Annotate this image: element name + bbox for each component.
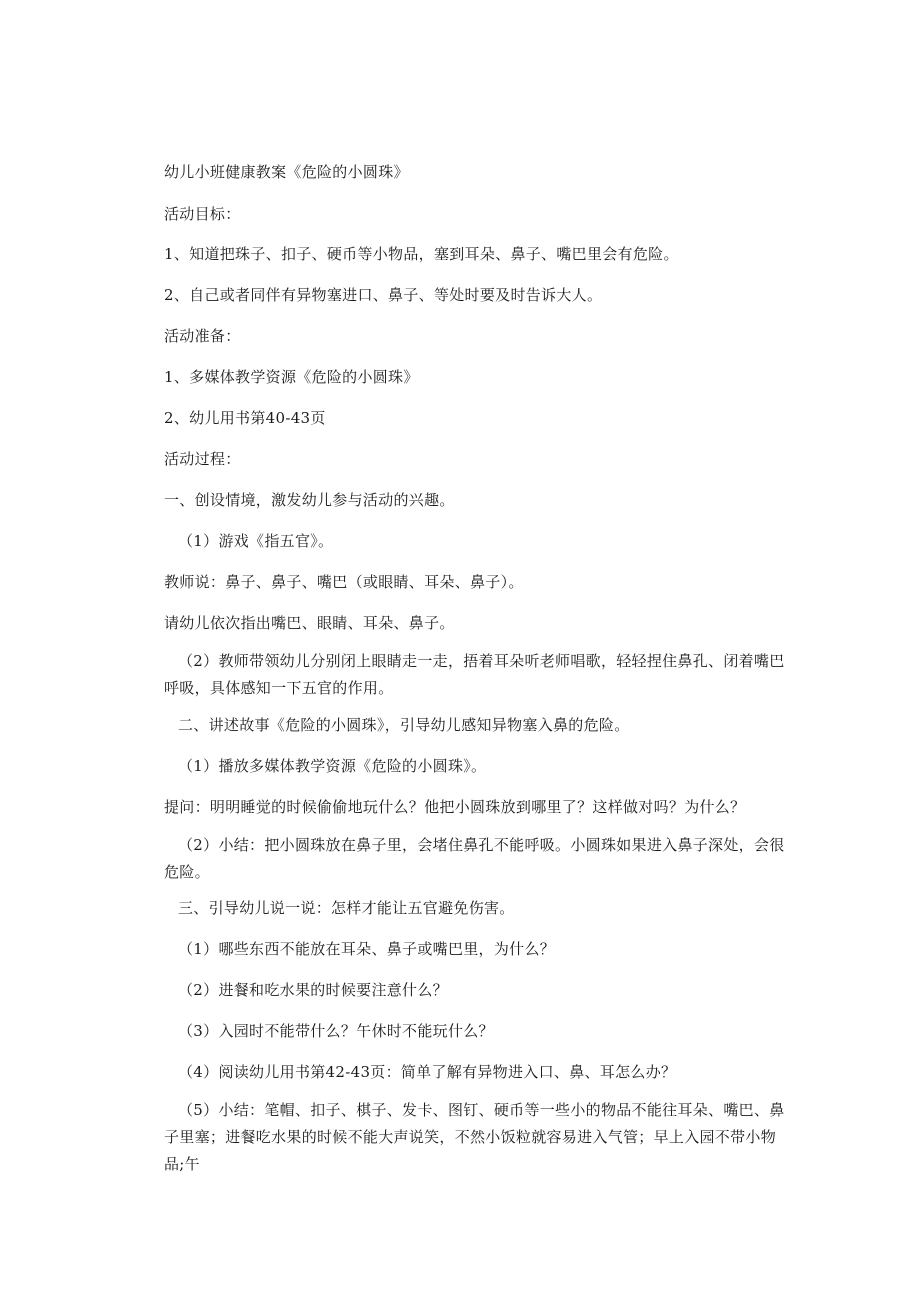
goal-item-1: 1、知道把珠子、扣子、硬币等小物品，塞到耳朵、鼻子、嘴巴里会有危险。 — [164, 245, 679, 263]
document-title: 幼儿小班健康教案《危险的小圆珠》 — [164, 163, 409, 181]
section-3-heading: 三、引导幼儿说一说：怎样才能让五官避免伤害。 — [178, 899, 515, 917]
prep-heading: 活动准备： — [164, 327, 241, 345]
section-1-heading: 一、创设情境，激发幼儿参与活动的兴趣。 — [164, 491, 455, 509]
prep-item-1: 1、多媒体教学资源《危险的小圆珠》 — [164, 368, 419, 386]
section-1-teacher-line: 教师说：鼻子、鼻子、嘴巴（或眼睛、耳朵、鼻子）。 — [164, 573, 524, 591]
section-1-children-line: 请幼儿依次指出嘴巴、眼睛、耳朵、鼻子。 — [164, 614, 455, 632]
prep-item-2: 2、幼儿用书第40-43页 — [164, 409, 326, 427]
section-1-item-2: （2）教师带领幼儿分别闭上眼睛走一走，捂着耳朵听老师唱歌，轻轻捏住鼻孔、闭着嘴巴呼吸，具体感知一下五官的作用。 — [164, 652, 785, 697]
goal-item-2: 2、自己或者同伴有异物塞进口、鼻子、等处时要及时告诉大人。 — [164, 286, 603, 304]
section-2-item-1: （1）播放多媒体教学资源《危险的小圆珠》。 — [178, 757, 487, 775]
section-3-item-3: （3）入园时不能带什么？午休时不能玩什么？ — [178, 1022, 494, 1040]
section-2-question: 提问：明明睡觉的时候偷偷地玩什么？他把小圆珠放到哪里了？这样做对吗？为什么？ — [164, 798, 746, 816]
goals-heading: 活动目标： — [164, 205, 241, 223]
section-2-item-2: （2）小结：把小圆珠放在鼻子里，会堵住鼻孔不能呼吸。小圆珠如果进入鼻子深处，会很危险。 — [164, 836, 785, 881]
section-2-heading: 二、讲述故事《危险的小圆珠》，引导幼儿感知异物塞入鼻的危险。 — [178, 716, 630, 734]
section-1-item-1: （1）游戏《指五官》。 — [178, 532, 334, 550]
section-3-item-4: （4）阅读幼儿用书第42-43页：简单了解有异物进入口、鼻、耳怎么办？ — [178, 1063, 677, 1081]
section-3-item-1: （1）哪些东西不能放在耳朵、鼻子或嘴巴里，为什么？ — [178, 940, 556, 958]
process-heading: 活动过程： — [164, 450, 241, 468]
section-3-item-2: （2）进餐和吃水果的时候要注意什么？ — [178, 981, 448, 999]
section-3-item-5: （5）小结：笔帽、扣子、棋子、发卡、图钉、硬币等一些小的物品不能往耳朵、嘴巴、鼻子里塞；进餐吃水果的时候不能大声说笑，不然小饭粒就容易进入气管；早上入园不带小物品;午 — [164, 1101, 785, 1173]
